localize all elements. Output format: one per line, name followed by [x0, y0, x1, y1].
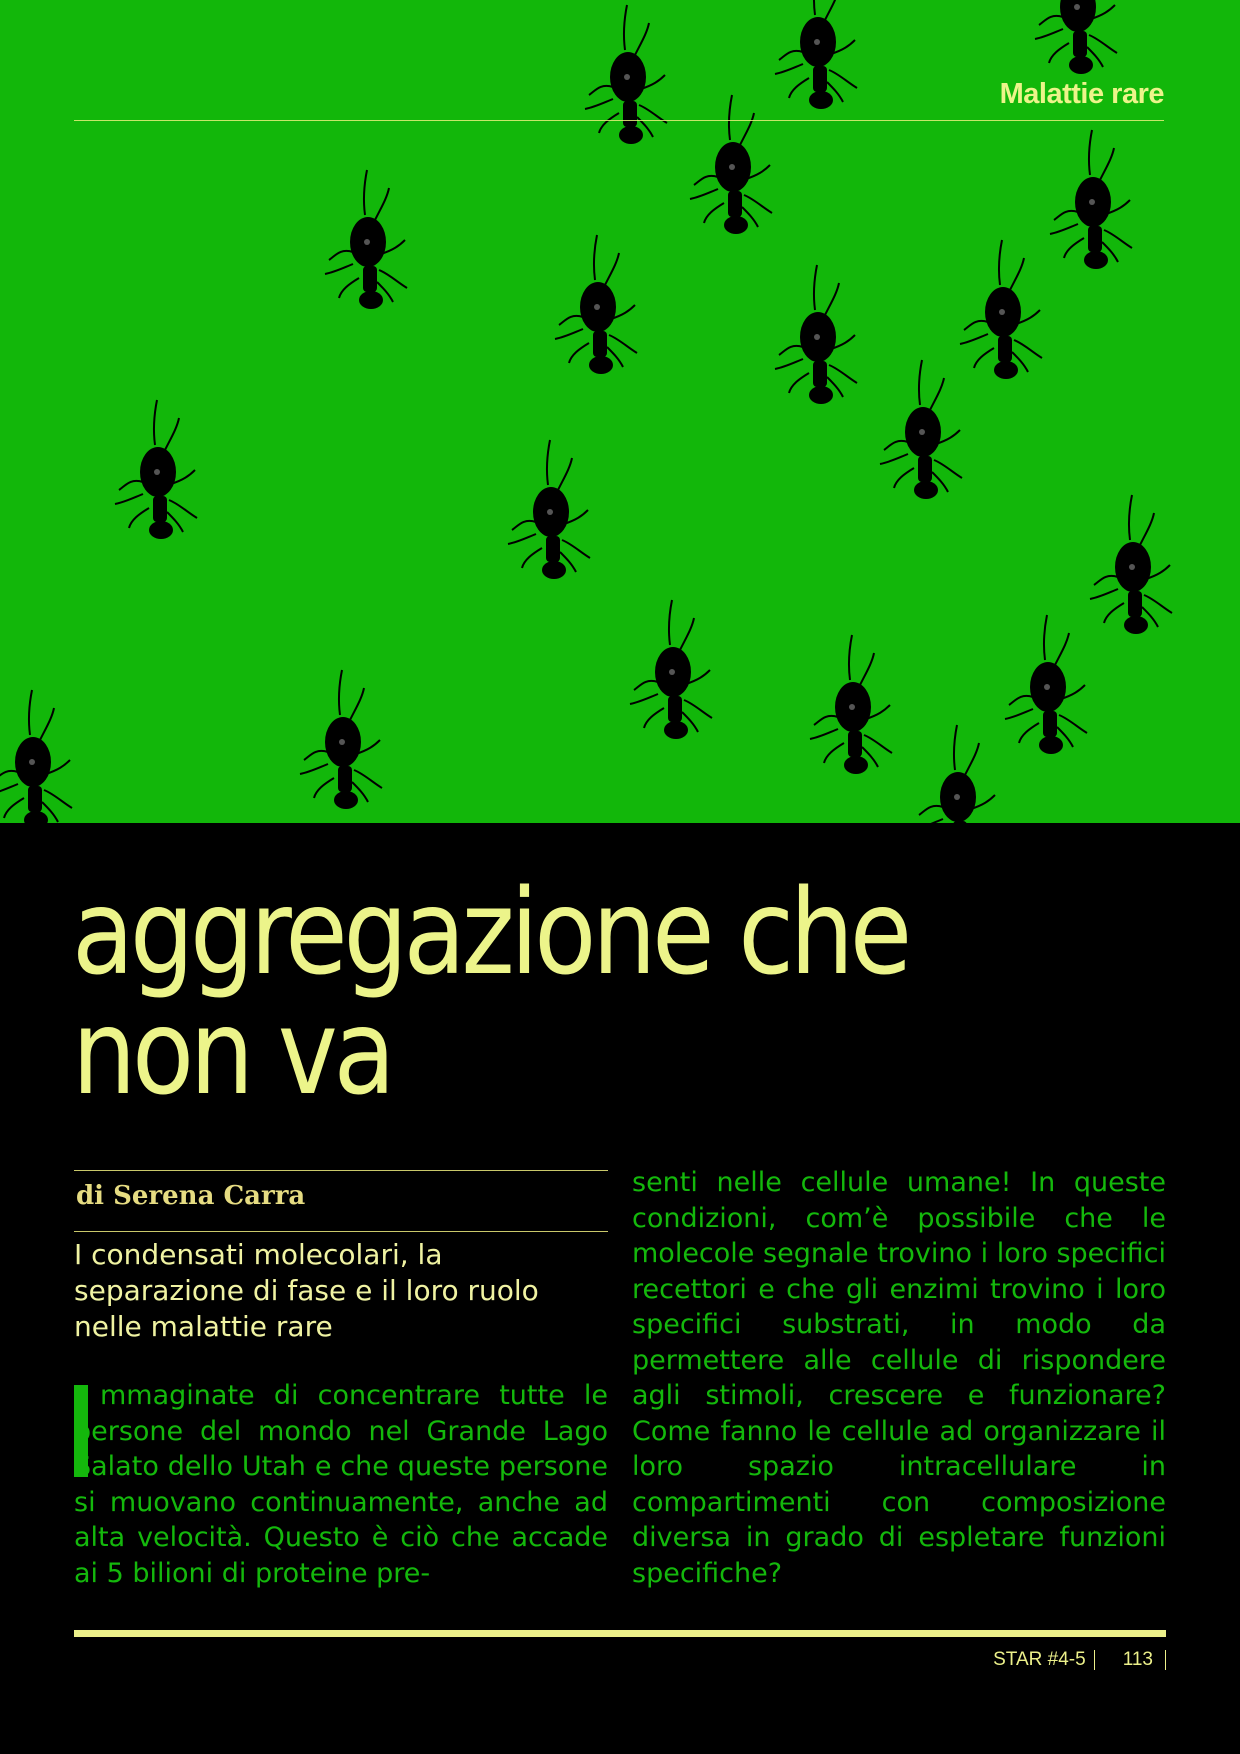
title-line-2: non va	[72, 983, 392, 1121]
section-label: Malattie rare	[999, 78, 1164, 110]
ant-icon	[115, 400, 197, 539]
header-rule	[74, 120, 1164, 121]
page-number: 113	[1095, 1650, 1166, 1670]
ant-icon	[915, 725, 997, 823]
body-column-left	[74, 1378, 608, 1591]
byline-rule-bottom	[74, 1231, 608, 1232]
ant-icon	[690, 95, 772, 234]
ant-icon	[555, 235, 637, 374]
footer	[993, 1650, 1166, 1670]
ant-icon	[0, 690, 72, 823]
ant-icon	[508, 440, 590, 579]
ant-icon	[1035, 0, 1117, 74]
title-line-1: aggregazione che	[72, 863, 908, 1001]
ant-icon	[775, 265, 857, 404]
article-title	[72, 863, 908, 1121]
ant-icon	[300, 670, 382, 809]
ants-illustration	[0, 0, 1240, 823]
byline: di Serena Carra	[76, 1181, 306, 1211]
body-left-text: mmaginate di concentrare tutte le persone del mondo nel Grande Lago Salato dello Utah e che queste persone si muovano continuamente, anche ad alta velocità. Questo è ciò che accade ai 5 bilioni di proteine pre-	[74, 1380, 608, 1589]
ant-icon	[810, 635, 892, 774]
ant-icon	[1005, 615, 1087, 754]
body-column-right: senti nelle cellule umane! In queste condizioni, com’è possibile che le molecole segnale trovino i loro specifici recettori e che gli enzimi trovino i loro specifici substrati, in modo da permettere alle cellule di rispondere agli stimoli, crescere e funzionare? Come fanno le cellule ad organizzare il loro spazio intracellulare in compartimenti con composizione diversa in grado di espletare funzioni specifiche?	[632, 1167, 1166, 1589]
ant-icon	[880, 360, 962, 499]
ant-icon	[1050, 130, 1132, 269]
ant-icon	[325, 170, 407, 309]
ant-icon	[1090, 495, 1172, 634]
ant-icon	[775, 0, 857, 109]
magazine-issue: STAR #4-5	[993, 1650, 1095, 1670]
article-subtitle: I condensati molecolari, la separazione di fase e il loro ruolo nelle malattie rare	[74, 1238, 539, 1343]
ant-icon	[585, 5, 667, 144]
ant-icon	[630, 600, 712, 739]
ant-icon	[960, 240, 1042, 379]
hero-illustration	[0, 0, 1240, 823]
byline-rule-top	[74, 1170, 608, 1171]
footer-rule	[74, 1630, 1166, 1637]
